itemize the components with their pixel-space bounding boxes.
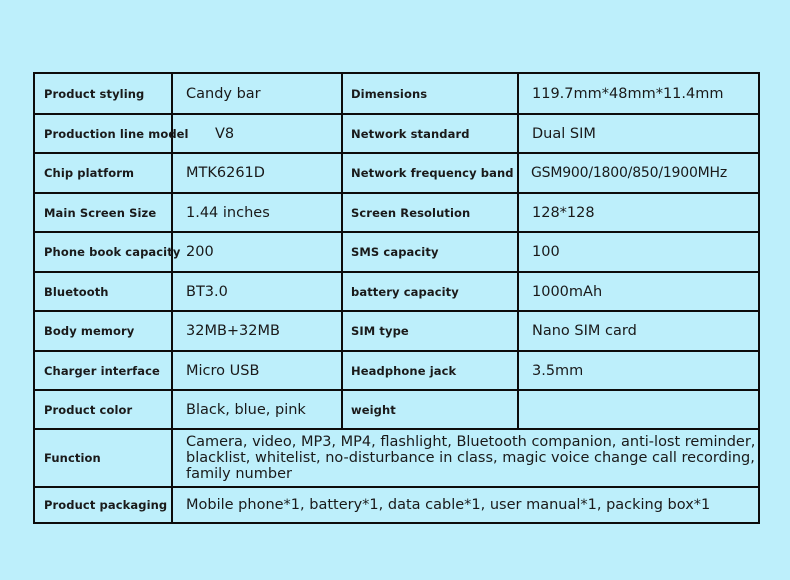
spec-key: Phone book capacity xyxy=(34,232,172,272)
table-row xyxy=(34,232,759,272)
table-row xyxy=(34,351,759,390)
function-value: Camera, video, MP3, MP4, flashlight, Bluetooth companion, anti-lost reminder, blacklist, whitelist, no-disturbance in class, magic voice change call recording, family number xyxy=(172,429,759,487)
spec-key: Headphone jack xyxy=(342,351,518,390)
packaging-value: Mobile phone*1, battery*1, data cable*1, user manual*1, packing box*1 xyxy=(172,487,759,523)
table-row-function xyxy=(34,429,759,487)
spec-key: Production line model xyxy=(34,114,172,153)
spec-key: Network standard xyxy=(342,114,518,153)
spec-key: weight xyxy=(342,390,518,429)
spec-value: Micro USB xyxy=(172,351,342,390)
packaging-label: Product packaging xyxy=(34,487,172,523)
spec-value: BT3.0 xyxy=(172,272,342,311)
spec-value: Nano SIM card xyxy=(518,311,759,351)
spec-value: 200 xyxy=(172,232,342,272)
spec-value: 3.5mm xyxy=(518,351,759,390)
spec-value: Black, blue, pink xyxy=(172,390,342,429)
spec-value: 1.44 inches xyxy=(172,193,342,232)
function-label: Function xyxy=(34,429,172,487)
spec-value: 32MB+32MB xyxy=(172,311,342,351)
spec-key: SIM type xyxy=(342,311,518,351)
spec-key: battery capacity xyxy=(342,272,518,311)
spec-key: Bluetooth xyxy=(34,272,172,311)
spec-value: GSM900/1800/850/1900MHz xyxy=(518,153,759,193)
spec-value: 119.7mm*48mm*11.4mm xyxy=(518,73,759,114)
table-row-packaging xyxy=(34,487,759,523)
spec-key: Product styling xyxy=(34,73,172,114)
spec-key: Network frequency band xyxy=(342,153,518,193)
spec-key: Main Screen Size xyxy=(34,193,172,232)
spec-key: SMS capacity xyxy=(342,232,518,272)
table-row xyxy=(34,114,759,153)
table-row xyxy=(34,153,759,193)
spec-value: Dual SIM xyxy=(518,114,759,153)
spec-key: Body memory xyxy=(34,311,172,351)
table-row xyxy=(34,272,759,311)
spec-table xyxy=(33,72,760,524)
spec-value: Candy bar xyxy=(172,73,342,114)
table-row xyxy=(34,390,759,429)
spec-value: 128*128 xyxy=(518,193,759,232)
spec-value: 100 xyxy=(518,232,759,272)
spec-key: Dimensions xyxy=(342,73,518,114)
table-row xyxy=(34,73,759,114)
spec-value xyxy=(518,390,759,429)
spec-key: Product color xyxy=(34,390,172,429)
spec-value: 1000mAh xyxy=(518,272,759,311)
spec-value: MTK6261D xyxy=(172,153,342,193)
table-row xyxy=(34,311,759,351)
spec-key: Screen Resolution xyxy=(342,193,518,232)
spec-key: Chip platform xyxy=(34,153,172,193)
table-row xyxy=(34,193,759,232)
spec-key: Charger interface xyxy=(34,351,172,390)
spec-value: V8 xyxy=(172,114,342,153)
